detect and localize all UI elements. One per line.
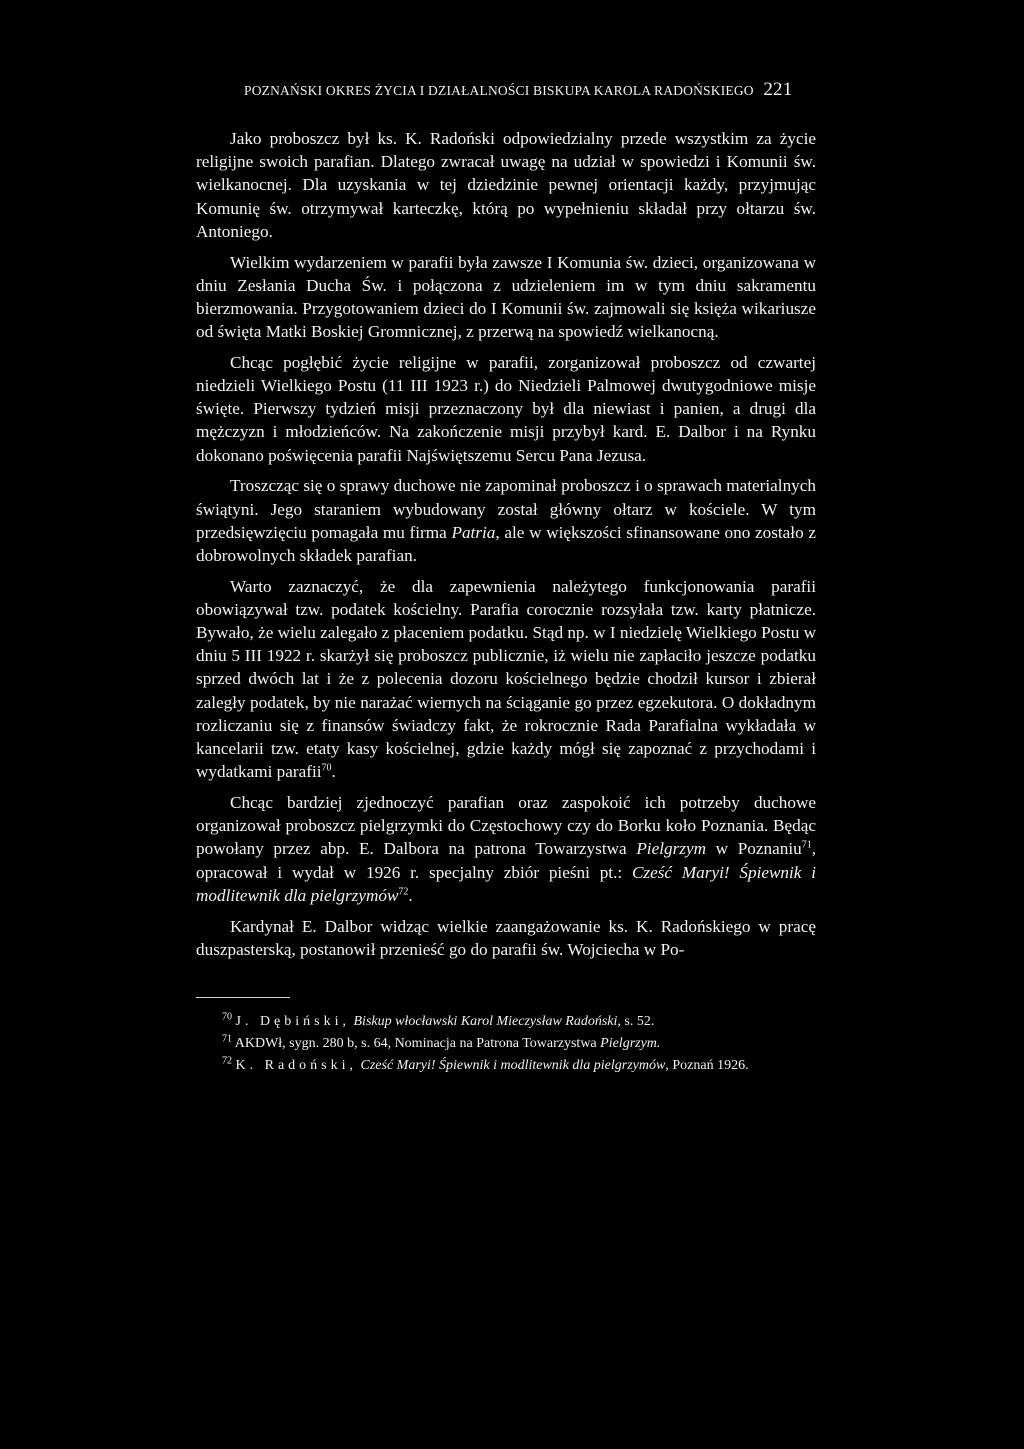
paragraph-5-end: . [331,762,336,782]
paragraph-2: Wielkim wydarzeniem w parafii była zawsze I Komunia św. dzieci, organizowana w dniu Zesłania Ducha Św. i połączona z udzieleniem im w tym dniu sakramentu bierzmowania. Przygotowaniem dzieci do I Komunii św. zajmowali się księża wikariusze od święta Matki Boskiej Gromnicznej, z przerwą na spowiedź wielkanocną. [196,252,816,342]
footnote-ref-72[interactable]: 72 [398,886,409,898]
footnote-71 [222,1033,822,1055]
footnote-number: 70 [222,1011,232,1023]
footnote-number: 71 [222,1033,232,1045]
paragraph-6 [196,791,816,907]
paragraph-4-text-b: , ale w większości sfinansowane ono zostało z dobrowolnych składek parafian. [196,522,816,565]
paragraph-6-text-b: w Poznaniu [706,839,802,859]
footnote-author: K. Radoński, [235,1058,357,1073]
paragraph-5 [196,575,816,784]
paragraph-1: Jako proboszcz był ks. K. Radoński odpowiedzialny przede wszystkim za życie religijne swoich parafian. Dlatego zwracał uwagę na udział w spowiedzi i Komunii św. wielkanocnej. Dla uzyskania w tej dziedzinie pewnej orientacji każdy, przyjmując Komunię św. otrzymywał karteczkę, którą po wypełnieniu składał przy ołtarzu św. Antoniego. [196,129,816,241]
footnote-title: Cześć Maryi! Śpiewnik i modlitewnik dla pielgrzymów [360,1058,666,1073]
paragraph-6-end: . [408,885,413,905]
paragraph-7: Kardynał E. Dalbor widząc wielkie zaangażowanie ks. K. Radońskiego w pracę duszpasterską, postanowił przenieść go do parafii św. Wojciecha w Po- [196,916,816,959]
main-text [196,127,816,961]
footnote-text: AKDWł, sygn. 280 b, s. 64, Nominacja na Patrona Towarzystwa [234,1036,601,1051]
footnote-72 [222,1055,822,1077]
page-number: 221 [763,79,793,100]
footnote-title: Pielgrzym. [600,1036,661,1051]
footnote-author: J. Dębiński, [235,1014,350,1029]
running-title: POZNAŃSKI OKRES ŻYCIA I DZIAŁALNOŚCI BISKUPA KAROLA RADOŃSKIEGO [244,83,754,98]
songbook-title: Cześć Maryi! Śpiewnik i modlitewnik dla pielgrzymów [196,862,817,905]
footnote-rest: , Poznań 1926. [665,1058,749,1073]
footnote-ref-71[interactable]: 71 [801,839,812,851]
society-name-pielgrzym: Pielgrzym [636,839,707,859]
running-header [244,78,816,103]
paragraph-3: Chcąc pogłębić życie religijne w parafii, zorganizował proboszcz od czwartej niedzieli Wielkiego Postu (11 III 1923 r.) do Niedzieli Palmowej dwutygodniowe misje święte. Pierwszy tydzień misji przeznaczony był dla niewiast i panien, a drugi dla mężczyzn i młodzieńców. Na zakończenie misji przybył kard. E. Dalbor i na Rynku dokonano poświęcenia parafii Najświętszemu Sercu Pana Jezusa. [196,352,816,465]
footnote-70 [222,1011,822,1033]
paragraph-5-text: Warto zaznaczyć, że dla zapewnienia należytego funkcjonowania parafii obowiązywał tzw. podatek kościelny. Parafia corocznie rozsyłała tzw. karty płatnicze. Bywało, że wielu zalegało z płaceniem podatku. Stąd np. w I niedzielę Wielkiego Postu w dniu 5 III 1922 r. skarżył się proboszcz publicznie, iż wielu nie zapłaciło jeszcze podatku sprzed dwóch lat i że z polecenia dozoru kościelnego będzie chodził kursor i zbierał zaległy podatek, by nie narażać wiernych na ściąganie go przez egzekutora. O dokładnym rozliczaniu się z finansów świadczy fakt, że rokrocznie Rada Parafialna wykładała w kancelarii tzw. etaty kasy kościelnej, gdzie każdy mógł się zapoznać z przychodami i wydatkami parafii [196,576,816,782]
footnote-rest: , s. 52. [617,1014,655,1029]
footnote-number: 72 [222,1055,232,1067]
footnote-divider [196,997,290,998]
paragraph-4-text-a: Troszcząc się o sprawy duchowe nie zapominał proboszcz i o sprawach materialnych świątyni. Jego staraniem wybudowany został główny ołtarz w kościele. W tym przedsięwzięciu pomagała mu firma [196,476,816,542]
firm-name-patria: Patria [451,522,496,542]
paragraph-6-text-a: Chcąc bardziej zjednoczyć parafian oraz zaspokoić ich potrzeby duchowe organizował proboszcz pielgrzymki do Częstochowy czy do Borku koło Poznania. Będąc powołany przez abp. E. Dalbora na patrona Towarzystwa [196,792,816,859]
footnotes [222,1011,822,1077]
footnote-ref-70[interactable]: 70 [321,762,332,774]
paragraph-4 [196,474,816,567]
paragraph-6-text-c: , opracował i wydał w 1926 r. specjalny zbiór pieśni pt.: [196,839,816,882]
footnote-title: Biskup włocławski Karol Mieczysław Radoński [353,1014,618,1029]
